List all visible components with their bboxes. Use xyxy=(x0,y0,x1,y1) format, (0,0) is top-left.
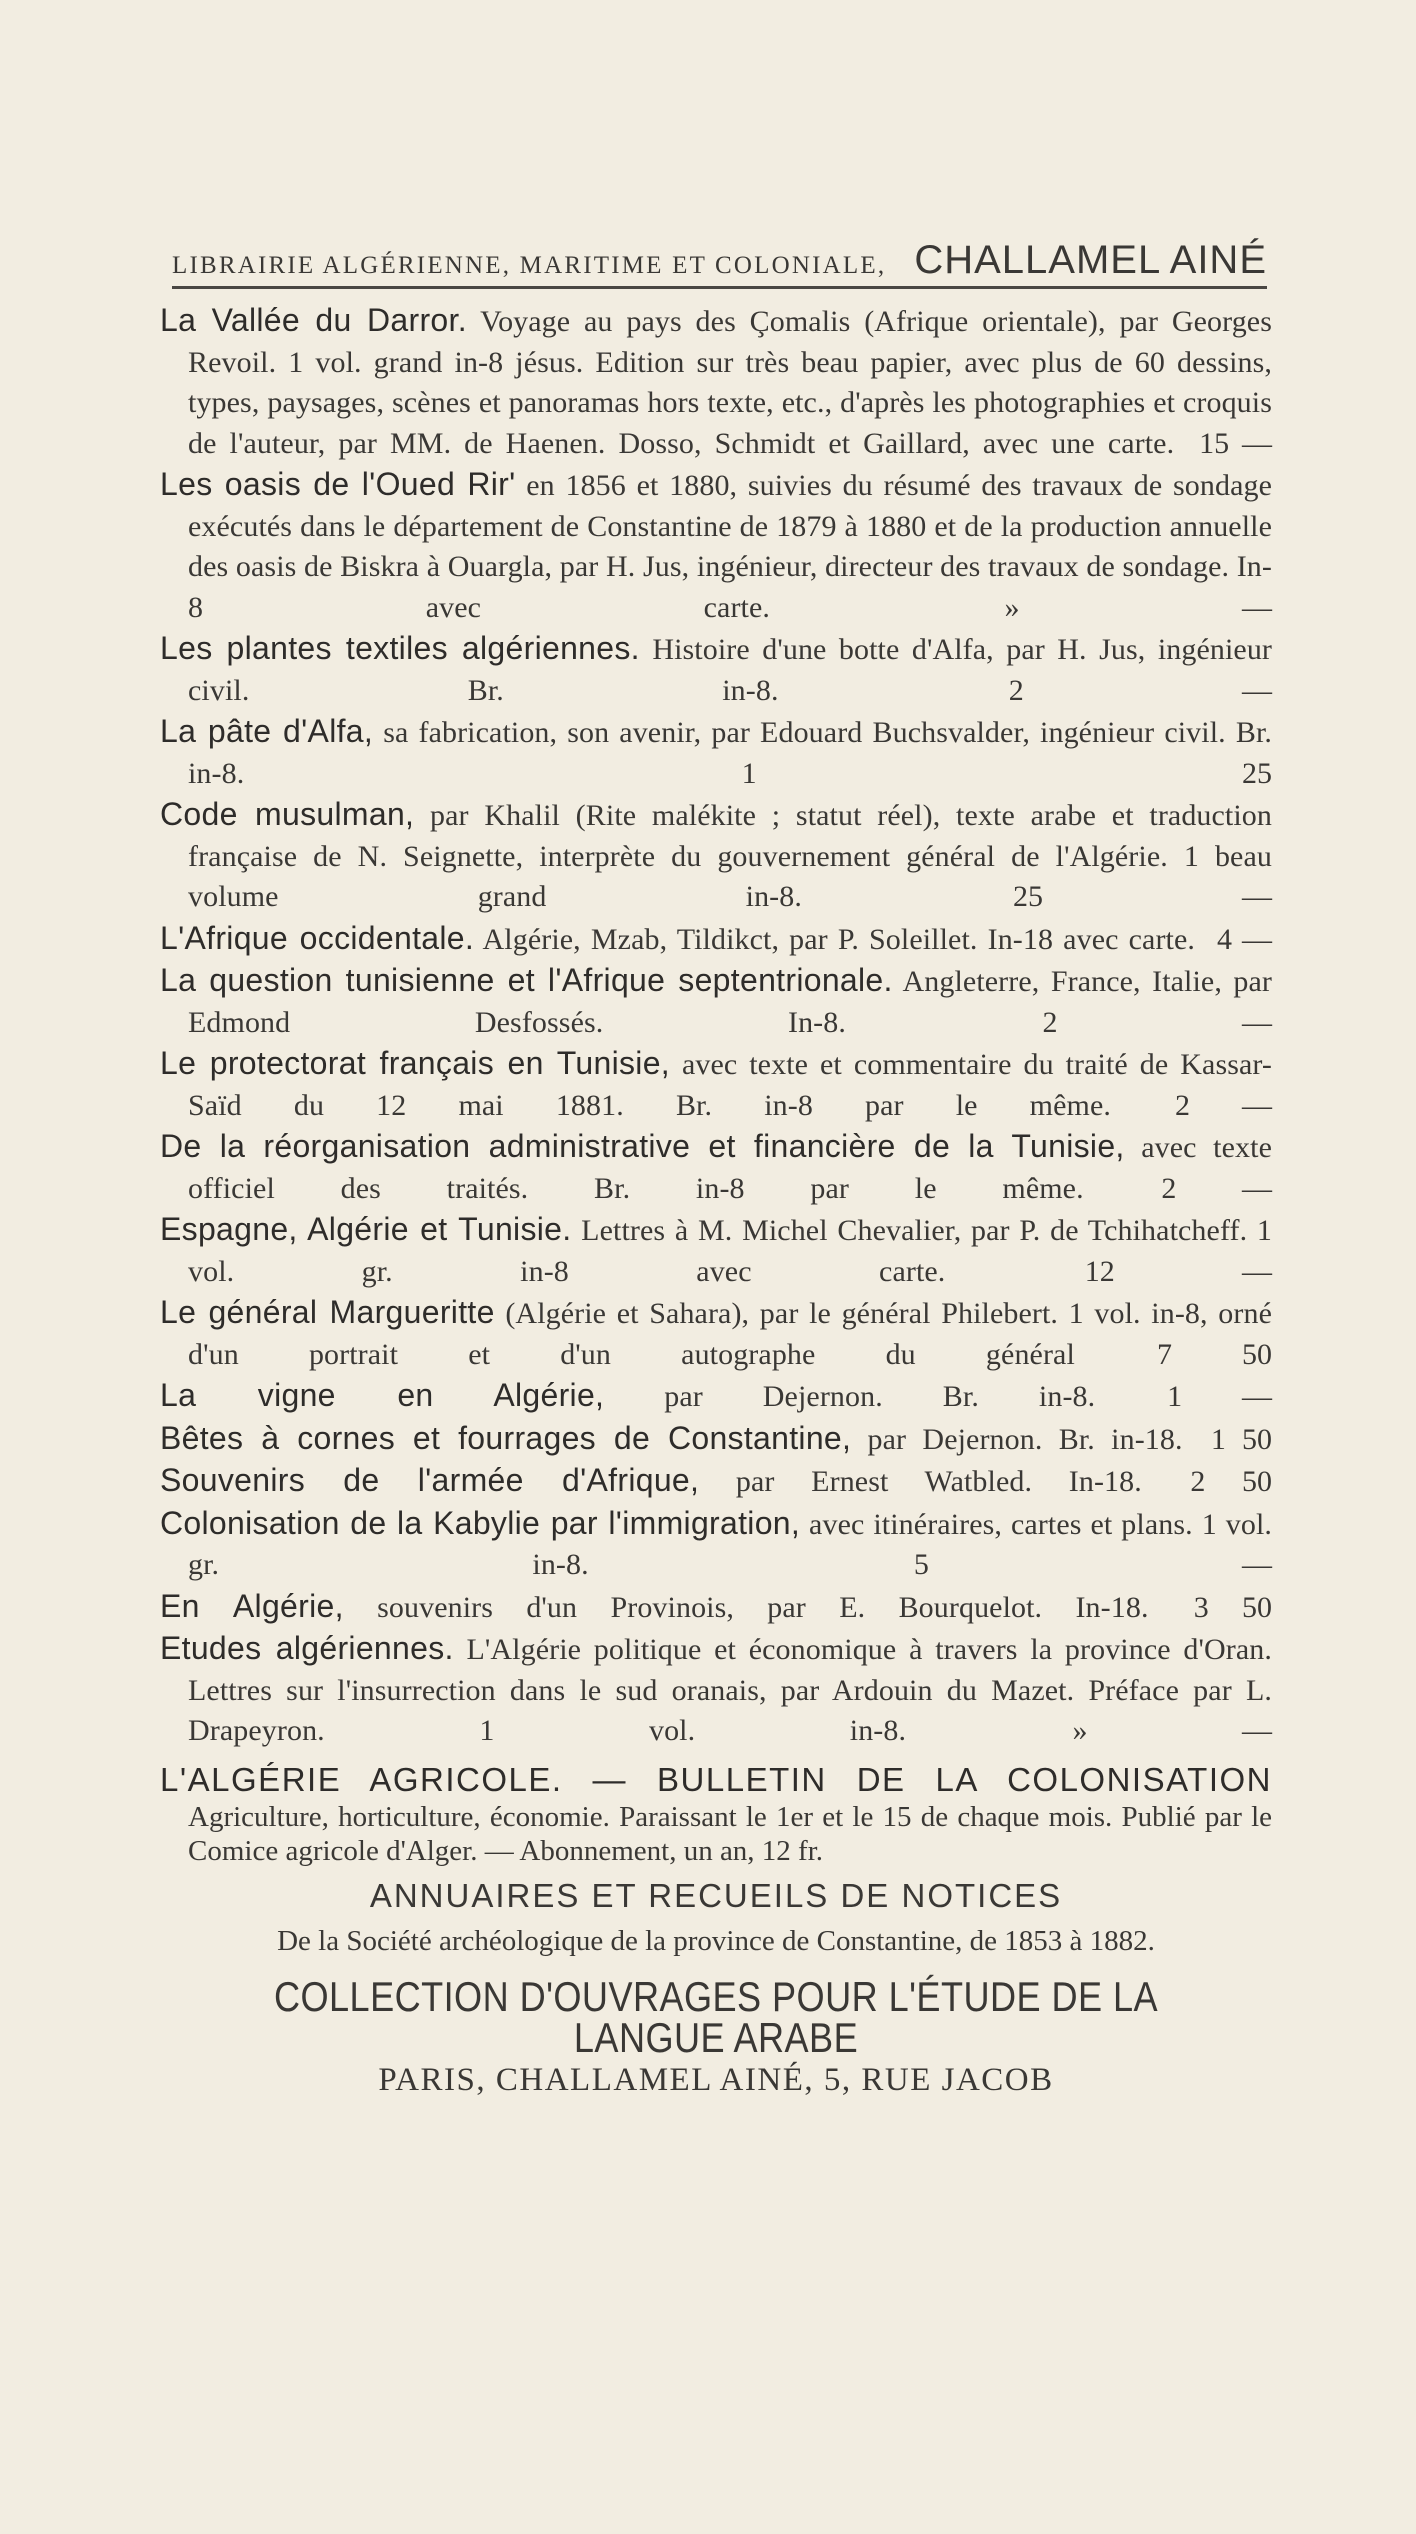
catalogue-entry xyxy=(160,1503,1272,1586)
entry-description: L'Algérie politique et économique à travers la province d'Oran. Lettres sur l'insurrection dans le sud oranais, par Ardouin du Mazet. Préface par L. Drapeyron. 1 vol. in-8. xyxy=(188,1633,1272,1747)
entry-price: 2 — xyxy=(1175,1088,1273,1122)
entry-price: 7 50 xyxy=(1156,1337,1273,1371)
entry-description: avec texte et commentaire du traité de Kassar-Saïd du 12 mai 1881. Br. in-8 par le même. xyxy=(188,1048,1273,1122)
entry-price: 25 — xyxy=(1013,880,1273,913)
entry-price: 12 — xyxy=(1084,1254,1272,1288)
entry-title: Les plantes textiles algériennes. xyxy=(160,630,640,666)
catalogue-entry xyxy=(160,918,1272,961)
entry-title: La pâte d'Alfa, xyxy=(160,713,374,749)
entry-description: (Algérie et Sahara), par le général Philebert. 1 vol. in-8, orné d'un portrait et d'un autographe du général xyxy=(188,1297,1272,1371)
catalogue-entry xyxy=(160,1418,1272,1461)
header-publisher: CHALLAMEL AINÉ xyxy=(914,238,1267,282)
entry-title: La question tunisienne et l'Afrique septentrionale. xyxy=(160,962,893,998)
entry-description: par Ernest Watbled. In-18. xyxy=(699,1465,1142,1498)
entry-title: En Algérie, xyxy=(160,1587,344,1624)
catalogue-entries xyxy=(160,300,1272,2101)
entry-description: Lettres à M. Michel Chevalier, par P. de Tchihatcheff. 1 vol. gr. in-8 avec carte. xyxy=(188,1214,1272,1288)
entry-price: » — xyxy=(1004,590,1273,624)
entry-title: L'Afrique occidentale. xyxy=(160,919,475,956)
bulletin-text: Agriculture, horticulture, économie. Paraissant le 1er et le 15 de chaque mois. Publié par le Comice agricole d'Alger. — Abonnement, un an, 12 fr. xyxy=(188,1801,1272,1867)
entry-price: 1 50 xyxy=(1210,1422,1273,1456)
entry-description: par Dejernon. Br. in-8. xyxy=(604,1380,1096,1413)
entry-description: souvenirs d'un Provinois, par E. Bourquelot. In-18. xyxy=(343,1590,1149,1624)
entry-price: » — xyxy=(1072,1714,1272,1747)
entry-title: La Vallée du Darror. xyxy=(160,302,467,338)
catalogue-entry xyxy=(160,1043,1272,1126)
catalogue-entry xyxy=(160,1628,1272,1752)
catalogue-entry xyxy=(160,1209,1272,1292)
entry-title: Les oasis de l'Oued Rir' xyxy=(160,466,516,502)
entry-description: avec texte officiel des traités. Br. in-8 par le même. xyxy=(188,1131,1272,1205)
catalogue-entry xyxy=(160,960,1272,1043)
entry-description: Angleterre, France, Italie, par Edmond Desfossés. In-8. xyxy=(188,965,1272,1039)
entry-title: Espagne, Algérie et Tunisie. xyxy=(160,1211,572,1247)
catalogue-entry xyxy=(160,1292,1272,1375)
bulletin-title: L'ALGÉRIE AGRICOLE. — BULLETIN DE LA COLONISATION xyxy=(160,1760,1272,1798)
catalogue-entry xyxy=(160,1375,1272,1418)
entry-description: Algérie, Mzab, Tildikct, par P. Soleillet. In-18 avec carte. xyxy=(474,922,1195,956)
entry-price: 15 — xyxy=(1199,426,1273,460)
entry-description: sa fabrication, son avenir, par Edouard Buchsvalder, ingénieur civil. Br. in-8. xyxy=(188,716,1272,790)
entry-title: Bêtes à cornes et fourrages de Constantine, xyxy=(160,1419,852,1456)
catalogue-entry xyxy=(160,464,1272,628)
catalogue-entry xyxy=(160,1460,1272,1503)
entry-price: 2 50 xyxy=(1190,1465,1272,1498)
entry-title: Souvenirs de l'armée d'Afrique, xyxy=(160,1462,700,1498)
catalogue-entry xyxy=(160,1586,1272,1629)
entry-price: 5 — xyxy=(913,1548,1273,1581)
entry-description: Voyage au pays des Çomalis (Afrique orientale), par Georges Revoil. 1 vol. grand in-8 jésus. Edition sur très beau papier, avec plus de 60 dessins, types, paysages, scènes et panoramas hors texte, etc., d'après les photographies et croquis de l'auteur, par MM. de Haenen. Dosso, Schmidt et Gaillard, avec une carte. xyxy=(188,305,1272,460)
page-header xyxy=(172,238,1267,283)
entry-title: Le protectorat français en Tunisie, xyxy=(160,1045,670,1081)
entry-price: 2 — xyxy=(1042,1005,1272,1039)
entry-title: La vigne en Algérie, xyxy=(160,1377,605,1413)
catalogue-entry xyxy=(160,1126,1272,1209)
header-rule xyxy=(172,286,1267,289)
entry-price: 1 — xyxy=(1167,1380,1273,1413)
entry-price: 3 50 xyxy=(1193,1590,1273,1624)
entry-description: Histoire d'une botte d'Alfa, par H. Jus, ingénieur civil. Br. in-8. xyxy=(188,633,1273,707)
catalogue-entry xyxy=(160,711,1272,794)
entry-description: par Dejernon. Br. in-18. xyxy=(851,1422,1183,1456)
entry-title: Colonisation de la Kabylie par l'immigration, xyxy=(160,1504,801,1541)
entry-price: 4 — xyxy=(1217,922,1272,956)
entry-title: Le général Margueritte xyxy=(160,1294,495,1330)
entry-description: en 1856 et 1880, suivies du résumé des travaux de sondage exécutés dans le département de Constantine de 1879 à 1880 et de la production annuelle des oasis de Biskra à Ouargla, par H. Jus, ingénieur, directeur des travaux de sondage. In-8 avec carte. xyxy=(188,469,1272,624)
annuaires-text: De la Société archéologique de la province de Constantine, de 1853 à 1882. xyxy=(277,1924,1155,1957)
catalogue-entry xyxy=(160,628,1272,711)
entry-title: Etudes algériennes. xyxy=(160,1630,454,1666)
entry-description: par Khalil (Rite malékite ; statut réel), texte arabe et traduction française de N. Seignette, interprète du gouvernement général de l'Algérie. 1 beau volume grand in-8. xyxy=(188,799,1273,913)
header-bookshop: LIBRAIRIE ALGÉRIENNE, MARITIME ET COLONIALE, xyxy=(172,252,887,279)
entry-price: 1 25 xyxy=(741,756,1273,790)
entry-title: De la réorganisation administrative et financière de la Tunisie, xyxy=(160,1128,1125,1164)
entry-price: 2 — xyxy=(1161,1171,1272,1205)
entry-title: Code musulman, xyxy=(160,796,415,832)
publisher-address: PARIS, CHALLAMEL AINÉ, 5, RUE JACOB xyxy=(378,2062,1054,2098)
entry-description: avec itinéraires, cartes et plans. 1 vol. gr. in-8. xyxy=(188,1507,1272,1581)
annuaires-heading: ANNUAIRES ET RECUEILS DE NOTICES xyxy=(369,1877,1063,1914)
bulletin-section xyxy=(160,1760,1272,1869)
catalogue-entry xyxy=(160,300,1272,464)
catalogue-entry xyxy=(160,794,1272,918)
collection-title: COLLECTION D'OUVRAGES POUR L'ÉTUDE DE LA LANGUE ARABE xyxy=(273,1973,1158,2061)
entry-price: 2 — xyxy=(1008,673,1273,707)
